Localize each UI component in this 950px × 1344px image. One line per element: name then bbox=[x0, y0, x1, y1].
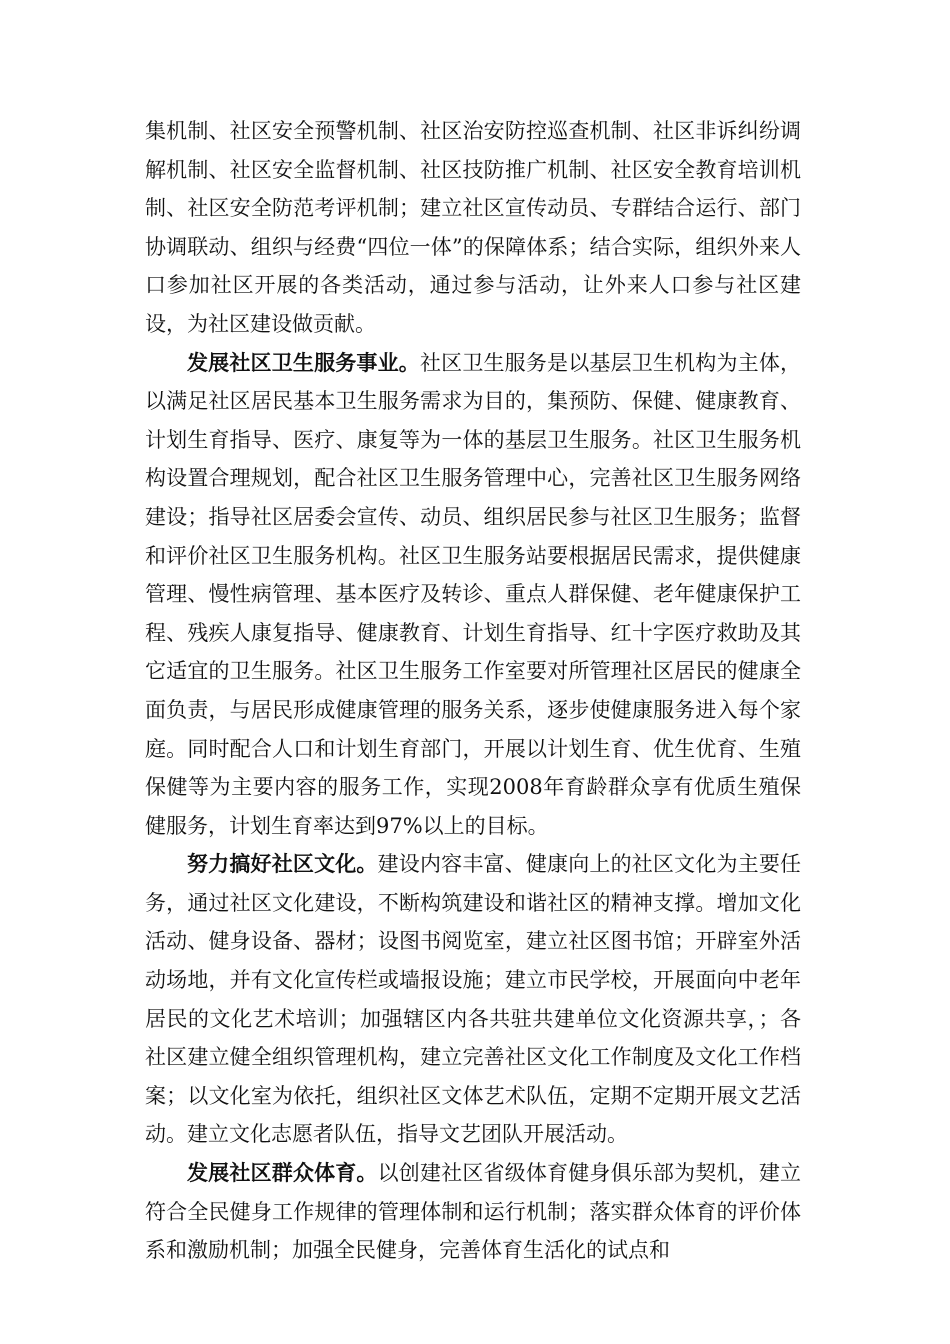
paragraph-text: 以创建社区省级体育健身俱乐部为契机，建立符合全民健身工作规律的管理体制和运行机制；落实群众体育的评价体系和激励机制；加强全民健身，完善体育生活化的试点和 bbox=[145, 1161, 802, 1263]
paragraph-text: 集机制、社区安全预警机制、社区治安防控巡查机制、社区非诉纠纷调解机制、社区安全监督机制、社区技防推广机制、社区安全教育培训机制、社区安全防范考评机制；建立社区宣传动员、专群结合运行、部门协调联动、组织与经费“四位一体”的保障体系；结合实际，组织外来人口参加社区开展的各类活动，通过参与活动，让外来人口参与社区建设，为社区建设做贡献。 bbox=[145, 119, 801, 336]
paragraph-community-sports bbox=[145, 1154, 801, 1270]
document-page bbox=[145, 112, 801, 1270]
paragraph-text: 建设内容丰富、健康向上的社区文化为主要任务，通过社区文化建设，不断构筑建设和谐社区的精神支撑。增加文化活动、健身设备、器材；设图书阅览室，建立社区图书馆；开辟室外活动场地，并有文化宣传栏或墙报设施；建立市民学校，开展面向中老年居民的文化艺术培训；加强辖区内各共驻共建单位文化资源共享，；各社区建立健全组织管理机构，建立完善社区文化工作制度及文化工作档案；以文化室为依托，组织社区文体艺术队伍，定期不定期开展文艺活动。建立文化志愿者队伍，指导文艺团队开展活动。 bbox=[145, 852, 802, 1147]
paragraph-text: 社区卫生服务是以基层卫生机构为主体，以满足社区居民基本卫生服务需求为目的，集预防、保健、健康教育、计划生育指导、医疗、康复等为一体的基层卫生服务。社区卫生服务机构设置合理规划，配合社区卫生服务管理中心，完善社区卫生服务网络建设；指导社区居委会宣传、动员、组织居民参与社区卫生服务；监督和评价社区卫生服务机构。社区卫生服务站要根据居民需求，提供健康管理、慢性病管理、基本医疗及转诊、重点人群保健、老年健康保护工程、残疾人康复指导、健康教育、计划生育指导、红十字医疗救助及其它适宜的卫生服务。社区卫生服务工作室要对所管理社区居民的健康全面负责，与居民形成健康管理的服务关系，逐步使健康服务进入每个家庭。同时配合人口和计划生育部门，开展以计划生育、优生优育、生殖保健等为主要内容的服务工作，实现2008年育龄群众享有优质生殖保健服务，计划生育率达到97%以上的目标。 bbox=[145, 350, 802, 838]
paragraph-heading: 发展社区卫生服务事业。 bbox=[187, 349, 420, 375]
paragraph-heading: 发展社区群众体育。 bbox=[187, 1160, 378, 1186]
paragraph-safety-mechanisms bbox=[145, 112, 801, 344]
paragraph-health-services bbox=[145, 344, 801, 846]
paragraph-community-culture bbox=[145, 845, 801, 1154]
paragraph-heading: 努力搞好社区文化。 bbox=[187, 851, 378, 877]
